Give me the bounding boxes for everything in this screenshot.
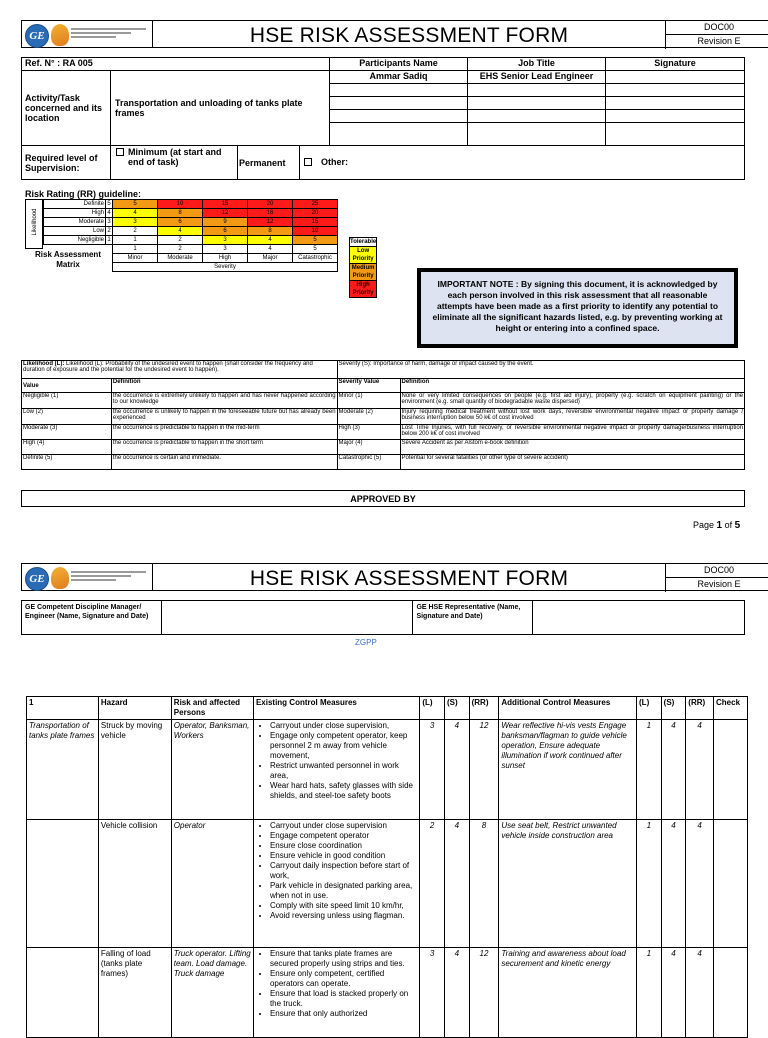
residual-severity-cell[interactable]: 4 [661,820,686,948]
severity-cell[interactable]: 4 [444,948,469,1038]
likelihood-cell[interactable]: 3 [420,720,445,820]
col-signature: Signature [606,58,745,71]
severity-name: Catastrophic [293,254,338,263]
residual-severity-cell[interactable]: 4 [661,720,686,820]
matrix-cell: 8 [158,209,203,218]
severity-definition: None or very limited consequences on people (e.g. first aid injury), property (e.g. scratch on equipment painting) or the environment (e.g. small quantity of biodegradable waste dispersed) [400,393,745,409]
likelihood-number: 4 [107,210,111,216]
matrix-cell: 9 [203,218,248,227]
matrix-cell: 5 [293,236,338,245]
col-participants-name: Participants Name [330,58,468,71]
severity-axis-label: Severity [113,263,338,272]
existing-controls-cell[interactable] [253,948,419,1038]
doc-number: DOC00 [666,21,768,35]
partner-logo-icon [51,24,69,46]
hazard-column-header: Risk and affected Persons [171,697,253,720]
legend-tolerable: Tolerable [350,239,377,245]
controls-list [256,821,417,921]
severity-cell[interactable]: 4 [444,820,469,948]
risk-persons-cell[interactable]: Truck operator. Lifting team. Load damage. Truck damage [171,948,253,1038]
manager-label: GE Competent Discipline Manager/ Engineer (Name, Signature and Date) [22,601,162,635]
participants-table [21,57,745,180]
doc-number: DOC00 [666,564,768,578]
ge-logo-icon: GE [25,567,49,591]
likelihood-axis [25,199,43,249]
likelihood-value: Low (2) [22,409,112,425]
matrix-cell: 3 [203,236,248,245]
likelihood-level: High [44,209,106,218]
control-measure: • Comply with site speed limit 10 km/hr, [270,901,417,911]
existing-controls-cell[interactable] [253,820,419,948]
control-measure: • Carryout under close supervision, [270,721,417,731]
participant-signature[interactable] [606,123,745,146]
hazard-column-header: (S) [444,697,469,720]
control-measure: • Carryout under close supervision [270,821,417,831]
likelihood-head-text: Likelihood (L): Probability of the undesired event to happen (shall consider the frequency and duration of exposure and the potential for the undesired event to happen). [23,361,313,373]
participant-job[interactable] [468,110,606,123]
definition-row [22,409,745,425]
hazard-row [27,948,748,1038]
severity-definition: Potential for several fatalities (or other type of severe accident) [400,455,745,470]
definitions-table [21,360,745,470]
check-cell[interactable] [714,948,748,1038]
severity-head-text: Severity (S): Importance of harm, damage or impact caused by the event. [338,361,534,367]
likelihood-definition: the occurrence is unlikely to happen in the foreseeable future but has already been experienced [111,409,337,425]
participant-signature[interactable] [606,110,745,123]
severity-number: 3 [203,245,248,254]
hazard-table-header [27,697,748,720]
doc-revision: Revision E [697,36,741,46]
control-measure: • Ensure that tanks plate frames are secured properly using strips and ties. [270,949,417,969]
control-measure: • Park vehicle in designated parking area, when not in use. [270,881,417,901]
risk-rating-cell[interactable]: 8 [469,820,499,948]
additional-controls-cell[interactable]: Wear reflective hi-vis vests Engage banksman/flagman to guide vehicle operation, Ensure adequate illumination if work continued after sunset [499,720,637,820]
likelihood-number: 1 [107,237,111,243]
hse-label: GE HSE Representative (Name, Signature and Date) [413,601,533,635]
matrix-cell: 15 [293,218,338,227]
matrix-cell: 2 [113,227,158,236]
participant-job[interactable] [468,84,606,97]
control-measure: • Ensure that load is stacked properly on the truck. [270,989,417,1009]
task-cell[interactable] [27,948,99,1038]
form-title: HSE RISK ASSESSMENT FORM [249,567,569,590]
supervision-label: Required level of Supervision: [22,146,111,180]
matrix-cell: 4 [158,227,203,236]
ge-logo-icon: GE [25,24,49,48]
matrix-cell: 16 [248,209,293,218]
matrix-cell: 4 [113,209,158,218]
severity-name: Moderate [158,254,203,263]
hazard-column-header: Hazard [98,697,171,720]
residual-risk-cell[interactable]: 4 [686,820,714,948]
participant-name[interactable] [330,97,468,110]
control-measure: • Wear hard hats, safety glasses with side shields, and steel-toe safety boots [270,781,417,801]
page1-header-band [21,20,768,48]
page-number: Page 1 of 5 [693,520,741,531]
severity-cell[interactable]: 4 [444,720,469,820]
severity-definition: Injury requiring medical treatment without lost work days, reversible environmental negative impact or property damage / business interruption below 50 k€ of cost involved [400,409,745,425]
project-code: ZGPP [355,638,377,647]
participant-name[interactable] [330,84,468,97]
likelihood-definition: the occurrence is certain and immediate. [111,455,337,470]
control-measure: • Avoid reversing unless using flagman. [270,911,417,921]
control-measure: • Engage only competent operator, keep personnel 2 m away from vehicle movement, [270,731,417,761]
legend-low: Low Priority [350,247,377,264]
matrix-cell: 2 [158,236,203,245]
likelihood-number: 3 [107,219,111,225]
hazard-column-header: Check [714,697,748,720]
participant-name[interactable]: Ammar Sadiq [330,71,468,84]
matrix-cell: 3 [113,218,158,227]
severity-number: 2 [158,245,203,254]
definition-row [22,440,745,455]
likelihood-value: Moderate (3) [22,425,112,440]
control-measure: • Restrict unwanted personnel in work area, [270,761,417,781]
risk-rating-cell[interactable]: 12 [469,720,499,820]
matrix-cell: 20 [293,209,338,218]
participant-signature[interactable] [606,97,745,110]
risk-rating-title: Risk Rating (RR) guideline: [25,189,142,199]
hazard-column-header: (S) [661,697,686,720]
likelihood-definition: the occurrence is extremely unlikely to happen and has never happened according to our knowledge [111,393,337,409]
control-measure: • Ensure close coordination [270,841,417,851]
severity-number: 5 [293,245,338,254]
matrix-cell: 20 [248,200,293,209]
hazard-cell[interactable]: Falling of load (tanks plate frames) [98,948,171,1038]
likelihood-axis-label: Likelihood [32,208,38,236]
definition-row [22,455,745,470]
residual-likelihood-cell[interactable]: 1 [637,820,662,948]
participant-job[interactable] [468,97,606,110]
residual-risk-cell[interactable]: 4 [686,948,714,1038]
likelihood-level: Definite [44,200,106,209]
matrix-label: Risk Assessment Matrix [35,250,101,269]
control-measure: • Ensure only competent, certified operators can operate. [270,969,417,989]
check-cell[interactable] [714,820,748,948]
controls-list [256,721,417,801]
matrix-row [44,200,338,209]
minimum-checkbox[interactable] [116,148,124,156]
partner-logo-icon [51,567,69,589]
approved-by: APPROVED BY [21,490,745,507]
severity-definition: Severe Accident as per Alstom e-book definition [400,440,745,455]
form-title: HSE RISK ASSESSMENT FORM [249,24,569,47]
hazard-column-header: Existing Control Measures [253,697,419,720]
matrix-cell: 6 [158,218,203,227]
priority-legend [349,237,377,298]
severity-value: Minor (1) [337,393,400,409]
matrix-cell: 10 [293,227,338,236]
likelihood-value: Negligible (1) [22,393,112,409]
risk-rating-cell[interactable]: 12 [469,948,499,1038]
col-severity-value: Severity Value [337,379,400,393]
activity-value[interactable]: Transportation and unloading of tanks plate frames [111,71,330,146]
supervision-options [111,146,745,180]
likelihood-number: 2 [107,228,111,234]
participant-job[interactable] [468,123,606,146]
page2-header-band [21,563,768,591]
company-logo [22,564,153,590]
severity-value: High (3) [337,425,400,440]
severity-value: Major (4) [337,440,400,455]
likelihood-cell[interactable]: 3 [420,948,445,1038]
additional-controls-cell[interactable]: Training and awareness about load securement and kinetic energy [499,948,637,1038]
hazard-cell[interactable]: Struck by moving vehicle [98,720,171,820]
hazard-row [27,820,748,948]
approval-signature-table [21,600,745,635]
likelihood-level: Moderate [44,218,106,227]
residual-risk-cell[interactable]: 4 [686,720,714,820]
important-note-text: IMPORTANT NOTE : By signing this document, it is acknowledged by each person involved in this risk assessment that all reasonable attempts have been made as a first priority to identify any potential to eliminate all the significant hazards listed, e.g. by preventing working at height or entering into a confined space. [432,279,723,333]
likelihood-level: Low [44,227,106,236]
hazard-row [27,720,748,820]
col-severity-definition: Definition [400,379,745,393]
hazard-table [26,696,748,1038]
matrix-cell: 12 [203,209,248,218]
participant-name[interactable] [330,110,468,123]
existing-controls-cell[interactable] [253,720,419,820]
matrix-row [44,209,338,218]
definition-row [22,393,745,409]
doc-revision: Revision E [697,579,741,589]
hazard-column-header: Additional Control Measures [499,697,637,720]
risk-persons-cell[interactable]: Operator [171,820,253,948]
matrix-cell: 4 [248,236,293,245]
likelihood-value: High (4) [22,440,112,455]
hazard-column-header: (RR) [469,697,499,720]
permanent-checkbox[interactable] [304,158,312,166]
matrix-cell: 10 [158,200,203,209]
doc-info-box [665,564,768,592]
likelihood-cell[interactable]: 2 [420,820,445,948]
task-cell[interactable] [27,820,99,948]
ref-number: Ref. N° : RA 005 [22,58,330,71]
legend-medium: Medium Priority [350,264,377,281]
matrix-cell: 6 [203,227,248,236]
likelihood-definition-head: Likelihood (L): Likelihood (L): Probability of the undesired event to happen (shall consider the frequency and duration of exposure and the potential for the undesired event to happen). [22,361,338,379]
col-definition: Definition [111,379,337,393]
residual-likelihood-cell[interactable]: 1 [637,720,662,820]
hazard-column-header: (RR) [686,697,714,720]
manager-signature[interactable] [161,601,413,635]
matrix-row [44,218,338,227]
company-logo [22,21,153,47]
hazard-column-header: (L) [637,697,662,720]
matrix-cell: 25 [293,200,338,209]
participant-job[interactable]: EHS Senior Lead Engineer [468,71,606,84]
matrix-cell: 8 [248,227,293,236]
partner-logo-text [71,28,146,42]
participant-signature[interactable] [606,84,745,97]
severity-name: Major [248,254,293,263]
severity-value: Moderate (2) [337,409,400,425]
col-job-title: Job Title [468,58,606,71]
participant-name[interactable] [330,123,468,146]
important-note-box [417,268,738,348]
severity-number: 4 [248,245,293,254]
risk-matrix [25,199,377,296]
permanent-option-label: Permanent [239,158,286,168]
likelihood-value: Definite (5) [22,455,112,470]
matrix-row [44,236,338,245]
residual-severity-cell[interactable]: 4 [661,948,686,1038]
residual-likelihood-cell[interactable]: 1 [637,948,662,1038]
likelihood-level: Negligible [44,236,106,245]
hazard-column-header: 1 [27,697,99,720]
control-measure: • Carryout daily inspection before start of work, [270,861,417,881]
severity-name: High [203,254,248,263]
matrix-cell: 15 [203,200,248,209]
other-option-label: Other: [321,157,348,167]
likelihood-definition: the occurrence is predictable to happen in the mid-term [111,425,337,440]
definition-row [22,425,745,440]
task-cell[interactable]: Transportation of tanks plate frames [27,720,99,820]
matrix-row [44,227,338,236]
severity-name: Minor [113,254,158,263]
activity-label: Activity/Task concerned and its location [22,71,111,146]
hazard-column-header: (L) [420,697,445,720]
controls-list [256,949,417,1019]
likelihood-definition: the occurrence is predictable to happen in the short term [111,440,337,455]
legend-high: High Priority [350,281,377,298]
likelihood-number: 5 [107,201,111,207]
doc-info-box [665,21,768,49]
minimum-option-label: Minimum (at start and end of task) [128,147,222,167]
additional-controls-cell[interactable]: Use seat belt, Restrict unwanted vehicle inside construction area [499,820,637,948]
col-value: Value [22,379,112,393]
risk-persons-cell[interactable]: Operator, Banksman, Workers [171,720,253,820]
matrix-cell: 1 [113,236,158,245]
participant-signature[interactable] [606,71,745,84]
matrix-cell: 5 [113,200,158,209]
partner-logo-text [71,571,146,585]
severity-definition-head [337,361,744,379]
control-measure: • Ensure that only authorized [270,1009,417,1019]
control-measure: • Ensure vehicle in good condition [270,851,417,861]
severity-definition: Lost Time Injuries, with full recovery, or reversible environmental negative impact or property damage/business interruption below 200 k€ of cost involved [400,425,745,440]
hazard-cell[interactable]: Vehicle collision [98,820,171,948]
check-cell[interactable] [714,720,748,820]
matrix-cell: 12 [248,218,293,227]
control-measure: • Engage competent operator [270,831,417,841]
severity-value: Catastrophic (5) [337,455,400,470]
severity-number: 1 [113,245,158,254]
hse-signature[interactable] [533,601,745,635]
